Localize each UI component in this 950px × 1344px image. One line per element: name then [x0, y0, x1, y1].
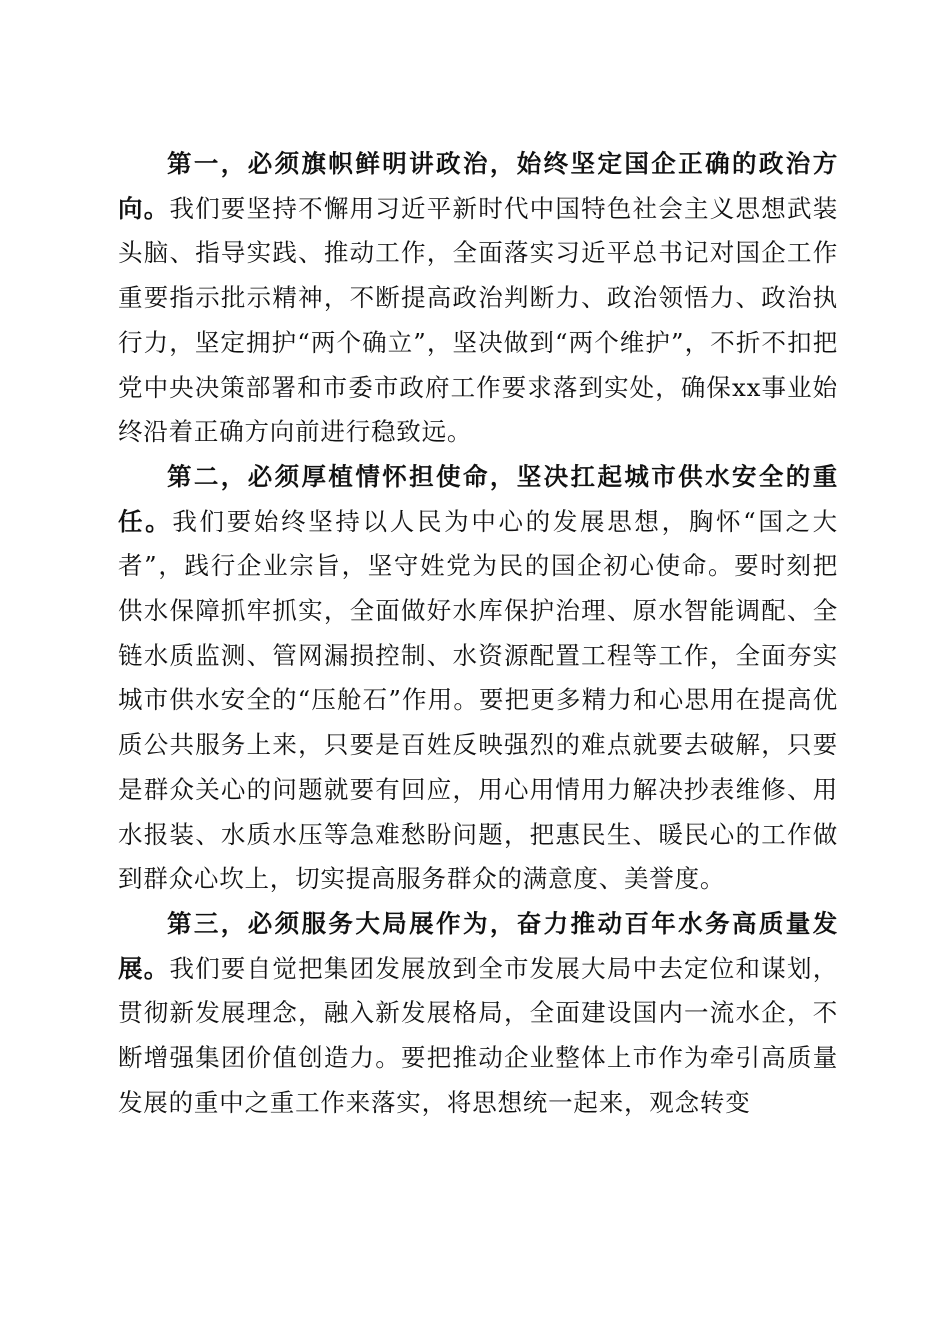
paragraph-first: [118, 142, 838, 455]
paragraph-lead: 第三，必须服务大局展作为，奋力推动百年水务高质量发展。: [118, 908, 838, 983]
paragraph-third: [118, 902, 838, 1126]
paragraph-text: 我们要自觉把集团发展放到全市发展大局中去定位和谋划，贯彻新发展理念，融入新发展格局，全面建设国内一流水企，不断增强集团价值创造力。要把推动企业整体上市作为牵引高质量发展的重中之重工作来落实，将思想统一起来，观念转变: [118, 953, 839, 1117]
paragraph-second: [118, 455, 838, 902]
paragraph-text: 我们要始终坚持以人民为中心的发展思想，胸怀“国之大者”，践行企业宗旨，坚守姓党为民的国企初心使命。要时刻把供水保障抓牢抓实，全面做好水库保护治理、原水智能调配、全链水质监测、管网漏损控制、水资源配置工程等工作，全面夯实城市供水安全的“压舱石”作用。要把更多精力和心思用在提高优质公共服务上来，只要是百姓反映强烈的难点就要去破解，只要是群众关心的问题就要有回应，用心用情用力解决抄表维修、用水报装、水质水压等急难愁盼问题，把惠民生、暖民心的工作做到群众心坎上，切实提高服务群众的满意度、美誉度。: [118, 506, 839, 894]
paragraph-lead: 第一，必须旗帜鲜明讲政治，始终坚定国企正确的政治方向。: [118, 149, 838, 223]
paragraph-lead: 第二，必须厚植情怀担使命，坚决扛起城市供水安全的重任。: [118, 461, 838, 536]
paragraph-text: 我们要坚持不懈用习近平新时代中国特色社会主义思想武装头脑、指导实践、推动工作，全面落实习近平总书记对国企工作重要指示批示精神，不断提高政治判断力、政治领悟力、政治执行力，坚定拥护“两个确立”，坚决做到“两个维护”，不折不扣把党中央决策部署和市委市政府工作要求落到实处，确保xx事业始终沿着正确方向前进行稳致远。: [118, 193, 839, 447]
document-body: [118, 142, 838, 1125]
